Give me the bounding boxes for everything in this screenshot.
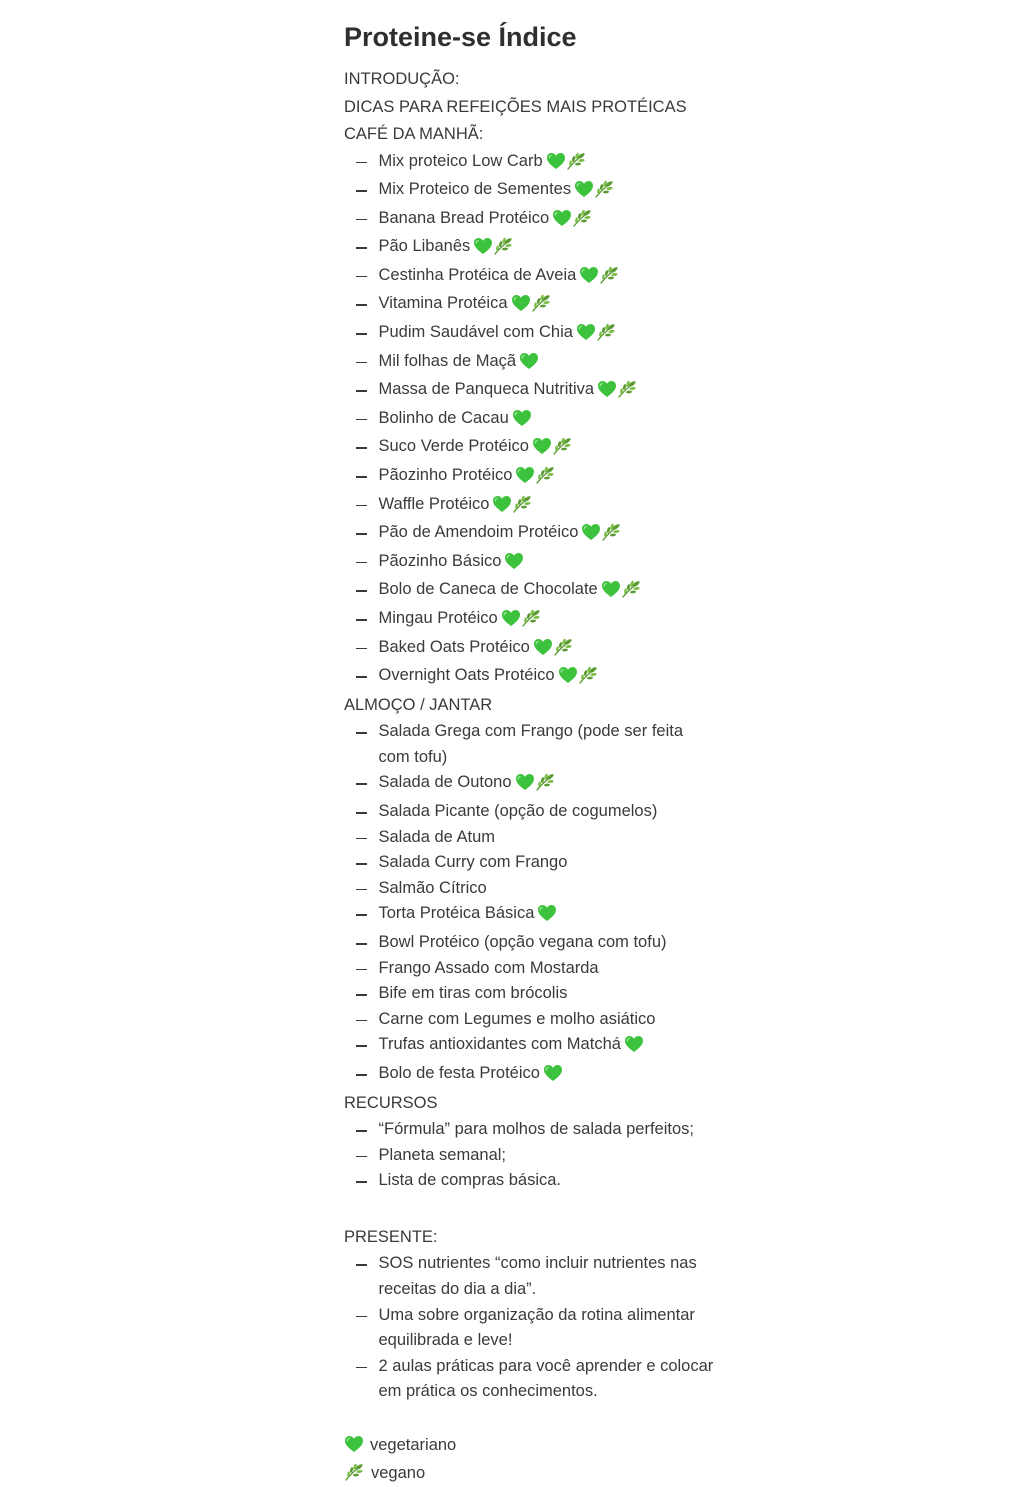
- presente-list: [344, 1251, 744, 1405]
- list-item: [344, 291, 719, 320]
- leaf-icon: [617, 383, 638, 401]
- list-item-label: Torta Protéica Básica: [378, 904, 535, 923]
- heart-icon: [579, 269, 599, 287]
- section-heading-dicas: DICAS PARA REFEIÇÕES MAIS PROTÉICAS: [344, 97, 687, 116]
- list-item: [344, 206, 719, 235]
- list-item: [344, 1303, 719, 1354]
- diet-icons: [552, 209, 593, 235]
- list-item-label: Pãozinho Básico: [378, 551, 502, 570]
- list-item-label: Banana Bread Protéico: [378, 208, 550, 227]
- heart-icon: [558, 669, 578, 687]
- list-item-label: Baked Oats Protéico: [378, 637, 530, 656]
- list-item: [344, 1117, 719, 1143]
- list-item: [344, 956, 719, 982]
- section-heading-intro: INTRODUÇÃO:: [344, 70, 460, 88]
- heart-icon: [501, 612, 521, 630]
- section-heading-presente: PRESENTE:: [344, 1227, 438, 1246]
- diet-icons: [543, 1064, 563, 1090]
- diet-icons: [546, 152, 587, 178]
- list-item-label: Salada Grega com Frango (pode ser feita com tofu): [378, 722, 684, 766]
- legend-vegano-label: vegano: [371, 1463, 426, 1482]
- diet-icons: [558, 666, 599, 692]
- diet-icons: [533, 638, 574, 664]
- legend-vegano: [344, 1459, 744, 1487]
- diet-icons: [515, 773, 556, 799]
- list-item-label: Mingau Protéico: [378, 609, 498, 627]
- list-item-label: 2 aulas práticas para você aprender e colocar em prática os conhecimentos.: [378, 1356, 714, 1401]
- list-item-label: Vitamina Protéica: [378, 294, 508, 313]
- list-item: [344, 876, 719, 902]
- heart-icon: [519, 355, 539, 373]
- diet-icons: [579, 266, 620, 292]
- list-item: [344, 635, 719, 664]
- leaf-icon: [566, 155, 587, 173]
- list-item-label: Overnight Oats Protéico: [378, 666, 555, 685]
- diet-icons: [473, 237, 514, 263]
- list-item-label: Bolinho de Cacau: [378, 408, 509, 427]
- heart-icon: [532, 440, 552, 458]
- legend: [344, 1431, 744, 1487]
- heart-icon: [492, 498, 512, 516]
- diet-icons: [574, 180, 615, 206]
- heart-icon: [597, 383, 617, 401]
- spacer: [344, 1194, 744, 1224]
- recursos-list: [344, 1117, 744, 1194]
- heart-icon: [546, 155, 566, 173]
- list-item: [344, 981, 719, 1007]
- list-item-label: Trufas antioxidantes com Matchá: [378, 1035, 621, 1054]
- heart-icon: [512, 412, 532, 430]
- leaf-icon: [344, 1464, 371, 1482]
- list-item: [344, 1032, 719, 1061]
- section-heading-cafe: CAFÉ DA MANHÃ:: [344, 125, 484, 143]
- leaf-icon: [594, 183, 615, 201]
- list-item-label: Mil folhas de Maçã: [378, 351, 517, 370]
- list-item: [344, 825, 719, 851]
- list-item: [344, 263, 719, 292]
- list-item-label: Pão de Amendoim Protéico: [378, 523, 579, 542]
- list-item: [344, 1168, 719, 1194]
- list-item: [344, 177, 719, 206]
- list-item: [344, 1354, 719, 1405]
- section-heading-recursos: RECURSOS: [344, 1093, 438, 1112]
- heart-icon: [543, 1067, 563, 1085]
- list-item: [344, 1061, 719, 1090]
- heart-icon: [574, 183, 594, 201]
- list-item-label: Salada de Outono: [378, 773, 512, 792]
- diet-icons: [519, 352, 539, 378]
- diet-icons: [581, 523, 622, 549]
- heart-icon: [515, 776, 535, 794]
- list-item: [344, 406, 719, 435]
- list-item-label: Bowl Protéico (opção vegana com tofu): [378, 933, 667, 952]
- legend-vegetariano: [344, 1431, 744, 1459]
- list-item: [344, 930, 719, 956]
- diet-icons: [492, 495, 533, 521]
- list-item-label: Massa de Panqueca Nutritiva: [378, 380, 595, 399]
- heart-icon: [515, 469, 535, 487]
- leaf-icon: [621, 583, 642, 601]
- list-item-label: Suco Verde Protéico: [378, 437, 529, 456]
- list-item-label: Mix proteico Low Carb: [378, 151, 543, 170]
- leaf-icon: [493, 240, 514, 258]
- diet-icons: [504, 552, 524, 578]
- list-item: [344, 901, 719, 930]
- list-item: [344, 1143, 719, 1169]
- list-item-label: Pão Libanês: [378, 237, 471, 256]
- leaf-icon: [552, 440, 573, 458]
- list-item-label: Waffle Protéico: [378, 494, 490, 513]
- list-item-label: Salada Picante (opção de cogumelos): [378, 802, 658, 821]
- list-item-label: Lista de compras básica.: [378, 1171, 562, 1190]
- diet-icons: [532, 437, 573, 463]
- leaf-icon: [531, 297, 552, 315]
- list-item: [344, 520, 719, 549]
- diet-icons: [515, 466, 556, 492]
- list-item-label: Bolo de festa Protéico: [378, 1064, 540, 1082]
- list-item: [344, 349, 719, 378]
- diet-icons: [537, 904, 557, 930]
- leaf-icon: [521, 612, 542, 630]
- leaf-icon: [601, 526, 622, 544]
- leaf-icon: [599, 269, 620, 287]
- diet-icons: [511, 294, 552, 320]
- heart-icon: [511, 297, 531, 315]
- list-item-label: Salmão Cítrico: [378, 878, 487, 897]
- list-item-label: Bolo de Caneca de Chocolate: [378, 580, 598, 599]
- list-item-label: Cestinha Protéica de Aveia: [378, 265, 577, 284]
- list-item: [344, 606, 719, 635]
- list-item-label: Salada de Atum: [378, 827, 495, 846]
- leaf-icon: [535, 776, 556, 794]
- heart-icon: [473, 240, 493, 258]
- diet-icons: [512, 409, 532, 435]
- leaf-icon: [512, 498, 533, 516]
- list-item: [344, 850, 719, 876]
- list-item-label: SOS nutrientes “como incluir nutrientes nas receitas do dia a dia”.: [378, 1254, 697, 1298]
- list-item: [344, 549, 719, 578]
- cafe-list: [344, 149, 744, 692]
- leaf-icon: [553, 641, 574, 659]
- list-item-label: Pãozinho Protéico: [378, 466, 513, 485]
- list-item: [344, 663, 719, 692]
- heart-icon: [504, 555, 524, 573]
- list-item: [344, 719, 719, 770]
- list-item: [344, 799, 719, 825]
- heart-icon: [533, 641, 553, 659]
- diet-icons: [576, 323, 617, 349]
- leaf-icon: [572, 212, 593, 230]
- list-item: [344, 492, 719, 521]
- heart-icon: [601, 583, 621, 601]
- heart-icon: [344, 1436, 370, 1454]
- list-item-label: Carne com Legumes e molho asiático: [378, 1009, 656, 1028]
- section-heading-almoco: ALMOÇO / JANTAR: [344, 695, 493, 714]
- list-item: [344, 377, 719, 406]
- list-item: [344, 320, 719, 349]
- list-item-label: Bife em tiras com brócolis: [378, 984, 568, 1003]
- list-item: [344, 770, 719, 799]
- list-item: [344, 577, 719, 606]
- heart-icon: [552, 212, 572, 230]
- diet-icons: [601, 580, 642, 606]
- legend-vegetariano-label: vegetariano: [370, 1435, 457, 1454]
- document-page: [344, 18, 744, 1487]
- heart-icon: [576, 326, 596, 344]
- list-item-label: Frango Assado com Mostarda: [378, 958, 599, 977]
- diet-icons: [597, 380, 638, 406]
- leaf-icon: [596, 326, 617, 344]
- list-item: [344, 434, 719, 463]
- diet-icons: [501, 609, 542, 635]
- list-item-label: Planeta semanal;: [378, 1145, 506, 1164]
- almoco-list: [344, 719, 744, 1089]
- heart-icon: [537, 907, 557, 925]
- page-title: Proteine-se Índice: [344, 22, 577, 52]
- list-item-label: Uma sobre organização da rotina alimentar equilibrada e leve!: [378, 1305, 695, 1350]
- list-item: [344, 149, 719, 178]
- list-item-label: Salada Curry com Frango: [378, 853, 568, 872]
- list-item-label: “Fórmula” para molhos de salada perfeitos;: [378, 1120, 694, 1139]
- list-item: [344, 1251, 719, 1302]
- list-item: [344, 1007, 719, 1033]
- leaf-icon: [578, 669, 599, 687]
- list-item-label: Mix Proteico de Sementes: [378, 180, 572, 199]
- list-item: [344, 463, 719, 492]
- diet-icons: [624, 1035, 644, 1061]
- heart-icon: [581, 526, 601, 544]
- heart-icon: [624, 1038, 644, 1056]
- list-item: [344, 234, 719, 263]
- list-item-label: Pudim Saudável com Chia: [378, 323, 573, 342]
- leaf-icon: [535, 469, 556, 487]
